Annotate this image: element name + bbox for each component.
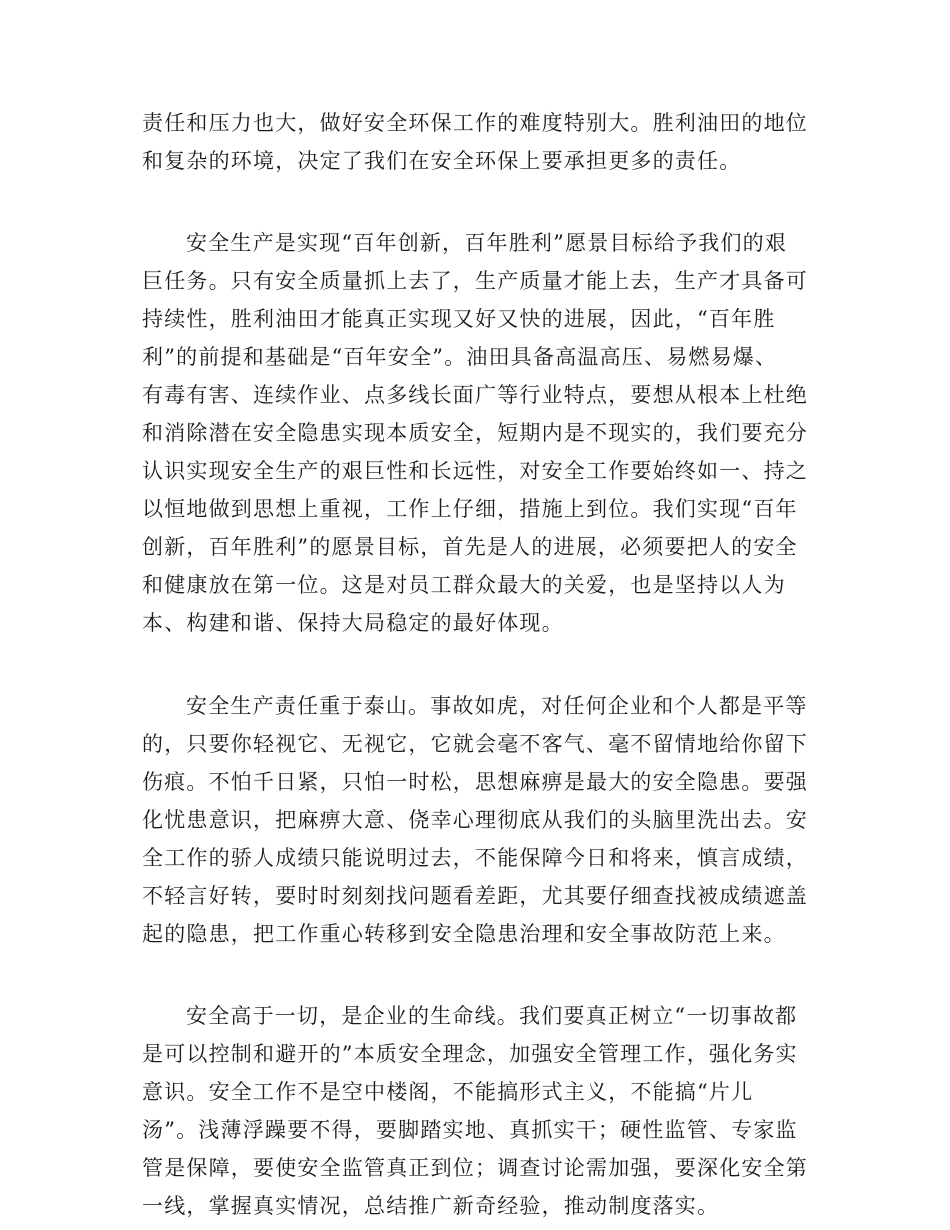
paragraph-4-line-3: 意识。安全工作不是空中楼阁，不能搞形式主义，不能搞“片儿: [142, 1080, 754, 1104]
paragraph-2-line-3: 持续性，胜利油田才能真正实现又好又快的进展，因此，“百年胜: [142, 307, 776, 331]
paragraph-4-line-5: 管是保障，要使安全监管真正到位；调查讨论需加强，要深化安全第: [142, 1156, 808, 1180]
paragraph-3-line-5: 全工作的骄人成绩只能说明过去，不能保障今日和将来，慎言成绩，: [142, 846, 808, 870]
paragraph-3-line-2: 的，只要你轻视它、无视它，它就会毫不客气、毫不留情地给你留下: [142, 732, 808, 756]
paragraph-3-line-4: 化忧患意识，把麻痹大意、侥幸心理彻底从我们的头脑里洗出去。安: [142, 808, 808, 832]
paragraph-2-line-6: 和消除潜在安全隐患实现本质安全，短期内是不现实的，我们要充分: [142, 421, 808, 445]
paragraph-2-line-8: 以恒地做到思想上重视，工作上仔细，措施上到位。我们实现“百年: [142, 497, 798, 521]
paragraph-3-line-1: 安全生产责任重于泰山。事故如虎，对任何企业和个人都是平等: [186, 694, 808, 718]
paragraph-2-line-7: 认识实现安全生产的艰巨性和长远性，对安全工作要始终如一、持之: [142, 459, 808, 483]
paragraph-2-line-9: 创新，百年胜利”的愿景目标，首先是人的进展，必须要把人的安全: [142, 535, 798, 559]
paragraph-2-line-2: 巨任务。只有安全质量抓上去了，生产质量才能上去，生产才具备可: [142, 269, 808, 293]
paragraph-2-line-1: 安全生产是实现“百年创新，百年胜利”愿景目标给予我们的艰: [186, 231, 788, 255]
paragraph-2-line-5: 有毒有害、连续作业、点多线长面广等行业特点，要想从根本上杜绝: [142, 383, 808, 407]
paragraph-3-line-6: 不轻言好转，要时时刻刻找问题看差距，尤其要仔细查找被成绩遮盖: [142, 884, 808, 908]
paragraph-4-line-2: 是可以控制和避开的”本质安全理念，加强安全管理工作，强化务实: [142, 1042, 798, 1066]
paragraph-1-line-2: 和复杂的环境，决定了我们在安全环保上要承担更多的责任。: [142, 149, 742, 173]
paragraph-1-line-1: 责任和压力也大，做好安全环保工作的难度特别大。胜利油田的地位: [142, 111, 808, 135]
paragraph-3-line-7: 起的隐患，把工作重心转移到安全隐患治理和安全事故防范上来。: [142, 922, 786, 946]
paragraph-3-line-3: 伤痕。不怕千日紧，只怕一时松，思想麻痹是最大的安全隐患。要强: [142, 770, 808, 794]
paragraph-4-line-6: 一线，掌握真实情况，总结推广新奇经验，推动制度落实。: [142, 1194, 720, 1218]
paragraph-4-line-1: 安全高于一切，是企业的生命线。我们要真正树立“一切事故都: [186, 1004, 798, 1028]
paragraph-2-line-4: 利”的前提和基础是“百年安全”。油田具备高温高压、易燃易爆、: [142, 345, 778, 369]
paragraph-2-line-11: 本、构建和谐、保持大局稳定的最好体现。: [142, 611, 564, 635]
paragraph-2-line-10: 和健康放在第一位。这是对员工群众最大的关爱，也是坚持以人为: [142, 573, 786, 597]
paragraph-4-line-4: 汤”。浅薄浮躁要不得，要脚踏实地、真抓实干；硬性监管、专家监: [142, 1118, 798, 1142]
